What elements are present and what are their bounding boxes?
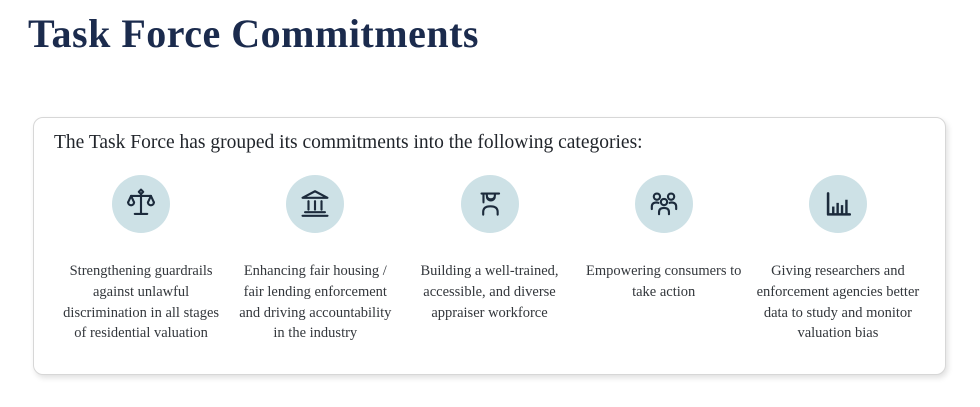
category-label: Empowering consumers to take action	[585, 263, 742, 300]
graduate-icon	[461, 175, 519, 233]
commitments-card	[33, 117, 946, 375]
category-workforce	[402, 175, 576, 343]
category-data	[751, 175, 925, 343]
category-consumers	[577, 175, 751, 343]
category-guardrails	[54, 175, 228, 343]
category-label: Enhancing fair housing / fair lending enforcement and driving accountability in the industry	[239, 263, 392, 342]
category-label: Giving researchers and enforcement agencies better data to study and monitor valuation bias	[756, 263, 920, 342]
card-intro-text: The Task Force has grouped its commitments into the following categories:	[54, 132, 643, 153]
bar-chart-icon	[809, 175, 867, 233]
category-label: Building a well-trained, accessible, and diverse appraiser workforce	[420, 263, 559, 321]
bank-building-icon	[286, 175, 344, 233]
balance-scale-icon	[112, 175, 170, 233]
category-label: Strengthening guardrails against unlawful discrimination in all stages of residential valuation	[63, 263, 220, 342]
page-title: Task Force Commitments	[28, 11, 479, 56]
category-enforcement	[228, 175, 402, 343]
people-group-icon	[635, 175, 693, 233]
category-columns	[54, 175, 925, 343]
